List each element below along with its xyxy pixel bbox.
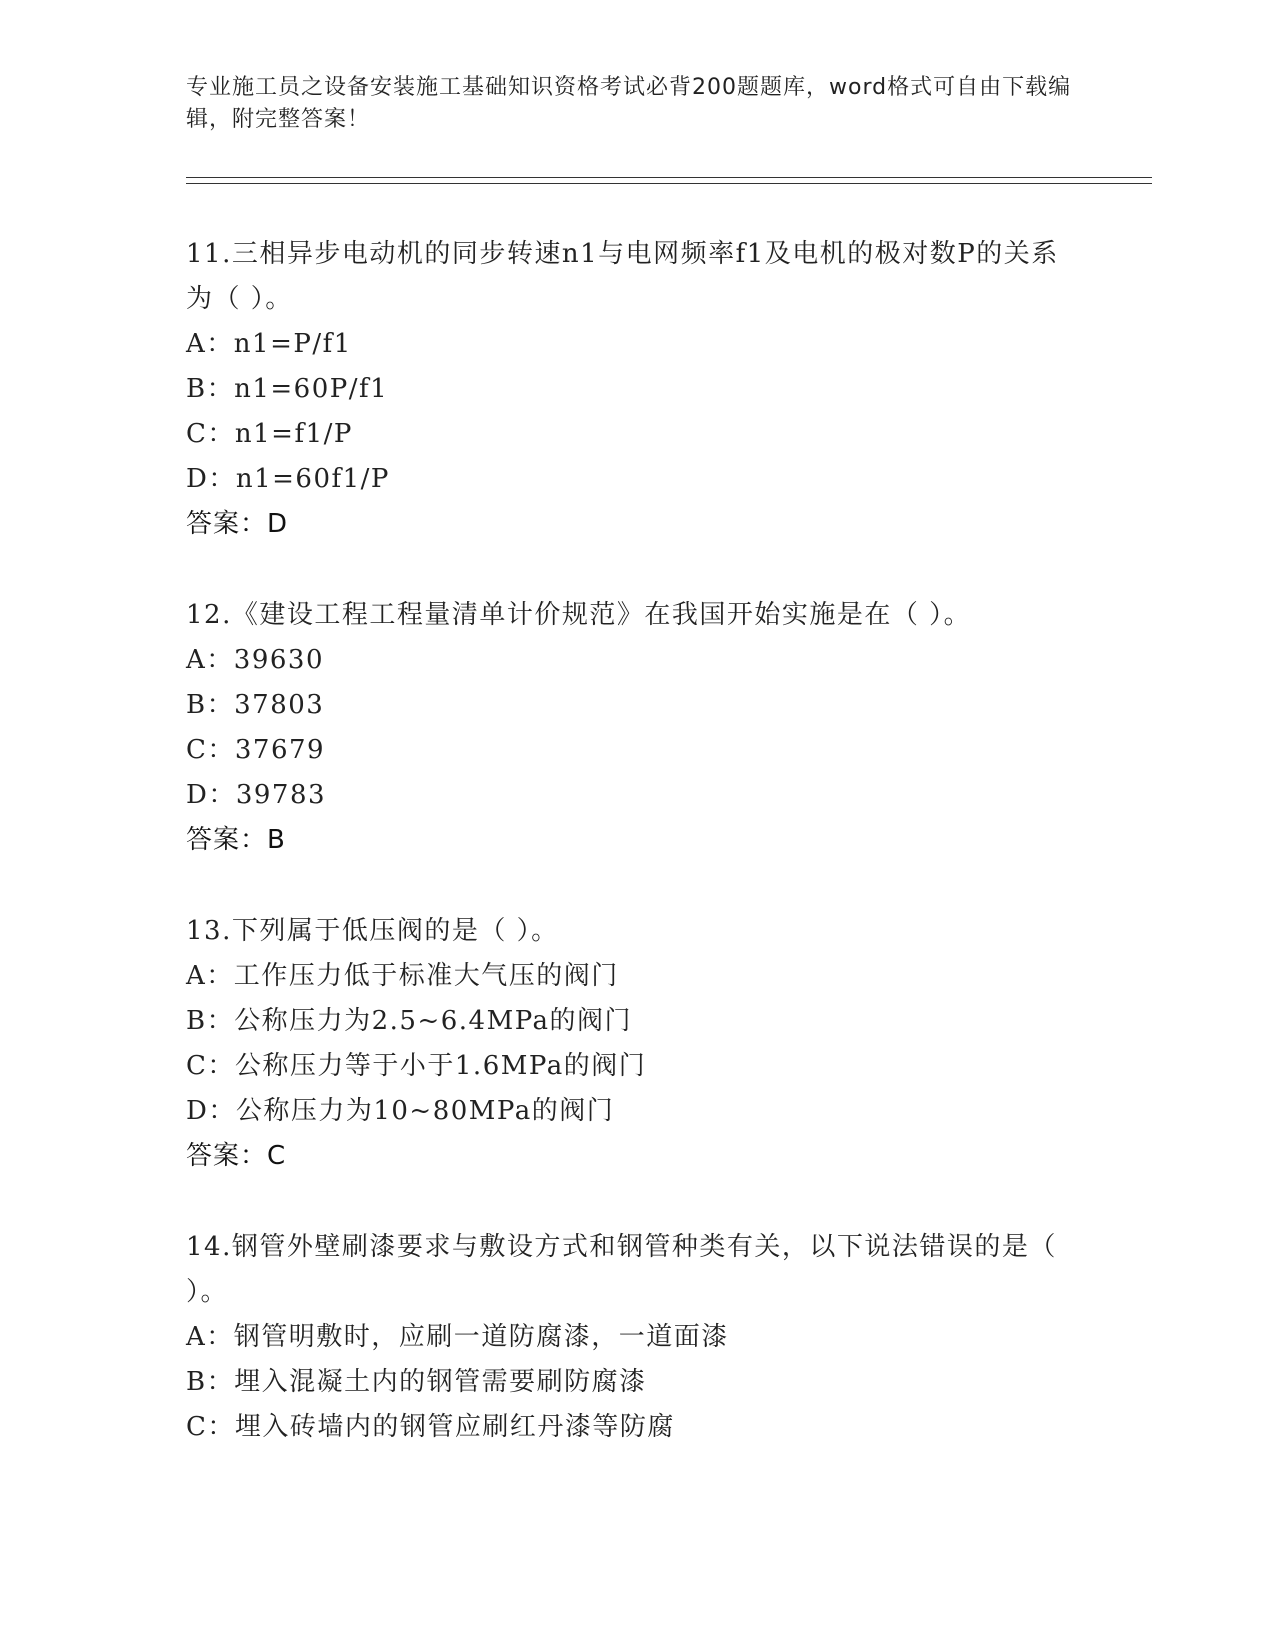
option-b: B：37803 (186, 690, 325, 720)
option-b: B：n1=60P/f1 (186, 374, 389, 404)
option-c: C：埋入砖墙内的钢管应刷红丹漆等防腐 (186, 1412, 675, 1442)
question-12 (186, 593, 1086, 863)
option-a: A：钢管明敷时，应刷一道防腐漆，一道面漆 (186, 1322, 729, 1352)
question-11 (186, 232, 1086, 547)
option-b: B：公称压力为2.5~6.4MPa的阀门 (186, 1006, 633, 1036)
answer-line: 答案：D (186, 509, 289, 539)
option-d: D：公称压力为10~80MPa的阀门 (186, 1096, 615, 1126)
question-stem: 12.《建设工程工程量清单计价规范》在我国开始实施是在（ ）。 (186, 600, 972, 630)
option-c: C：n1=f1/P (186, 419, 353, 449)
option-d: D：n1=60f1/P (186, 464, 390, 494)
option-a: A：39630 (186, 645, 324, 675)
option-b: B：埋入混凝土内的钢管需要刷防腐漆 (186, 1367, 647, 1397)
question-stem: 14.钢管外壁刷漆要求与敷设方式和钢管种类有关，以下说法错误的是（ ）。 (186, 1232, 1057, 1307)
question-13 (186, 909, 1086, 1179)
option-d: D：39783 (186, 780, 327, 810)
option-a: A：工作压力低于标准大气压的阀门 (186, 961, 619, 991)
option-c: C：公称压力等于小于1.6MPa的阀门 (186, 1051, 647, 1081)
answer-line: 答案：B (186, 825, 286, 855)
option-a: A：n1=P/f1 (186, 329, 352, 359)
option-c: C：37679 (186, 735, 326, 765)
question-stem: 13.下列属于低压阀的是（ ）。 (186, 916, 559, 946)
question-list (186, 232, 1086, 1496)
question-stem: 11.三相异步电动机的同步转速n1与电网频率f1及电机的极对数P的关系为（ ）。 (186, 239, 1059, 314)
answer-line: 答案：C (186, 1141, 287, 1171)
document-header: 专业施工员之设备安装施工基础知识资格考试必背200题题库，word格式可自由下载编辑，附完整答案！ (186, 75, 1072, 132)
question-14 (186, 1225, 1086, 1450)
header-divider (186, 177, 1152, 184)
